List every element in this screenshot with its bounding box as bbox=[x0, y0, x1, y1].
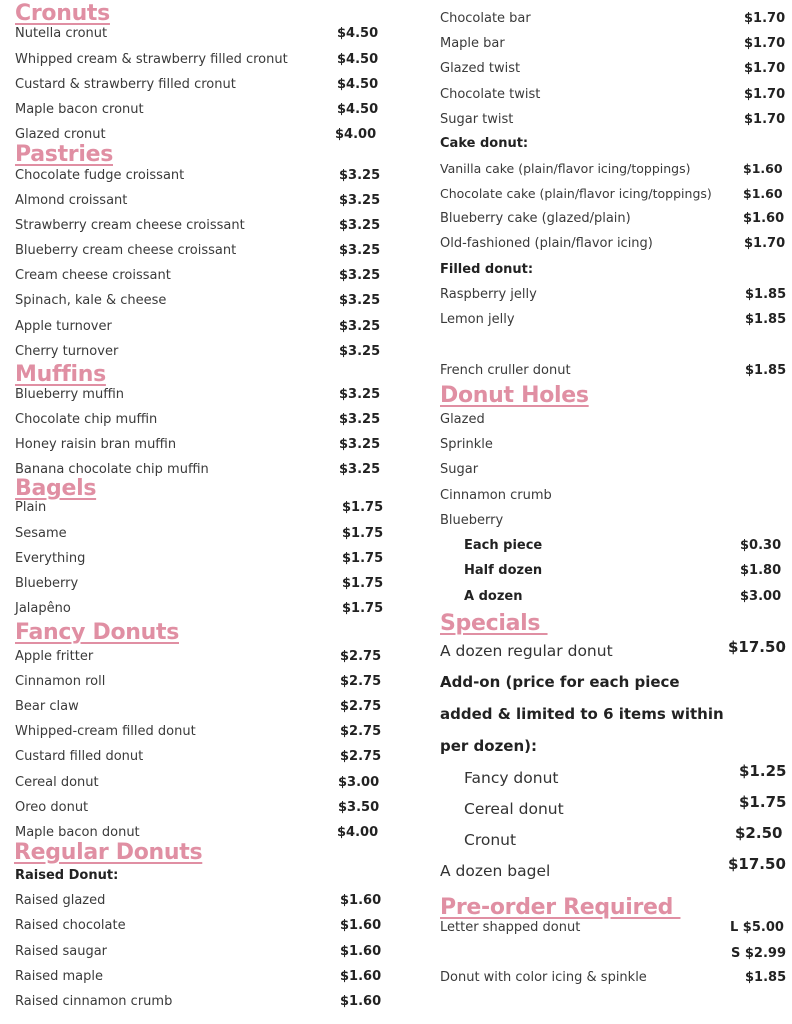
section-heading-specials: Specials bbox=[440, 611, 548, 636]
item-price: $1.60 bbox=[743, 211, 785, 226]
item-name: Chocolate bar bbox=[440, 11, 531, 26]
item-name: Sprinkle bbox=[440, 437, 493, 452]
item-price: $1.60 bbox=[743, 186, 783, 201]
item-name: Chocolate cake (plain/flavor icing/toppings) bbox=[440, 186, 712, 201]
item-price: $2.75 bbox=[340, 699, 382, 714]
menu-item bbox=[15, 550, 385, 568]
menu-item bbox=[15, 774, 385, 792]
item-name: Apple turnover bbox=[15, 319, 112, 334]
addon-note-line: per dozen): bbox=[440, 737, 538, 755]
item-name: Cream cheese croissant bbox=[15, 268, 171, 283]
item-price: $3.25 bbox=[339, 193, 381, 208]
addon-fancy-name: Fancy donut bbox=[464, 769, 559, 787]
item-name: Maple bar bbox=[440, 36, 505, 51]
item-name: Raised maple bbox=[15, 969, 103, 984]
item-name: Half dozen bbox=[464, 563, 543, 578]
item-name: Letter shapped donut bbox=[440, 920, 581, 935]
item-name: Honey raisin bran muffin bbox=[15, 437, 177, 452]
section-heading-cronuts: Cronuts bbox=[15, 1, 110, 26]
item-name: Chocolate fudge croissant bbox=[15, 168, 185, 183]
item-name: Sugar twist bbox=[440, 112, 514, 127]
menu-item bbox=[15, 575, 385, 593]
item-name: Everything bbox=[15, 551, 86, 566]
menu-item bbox=[15, 499, 385, 517]
menu-item bbox=[440, 969, 787, 987]
addon-cronut-name: Cronut bbox=[464, 831, 517, 849]
item-name: Blueberry bbox=[440, 513, 504, 528]
section-heading-pastries: Pastries bbox=[15, 142, 113, 167]
menu-item bbox=[15, 267, 385, 285]
menu-item bbox=[440, 311, 787, 329]
item-name: Raised glazed bbox=[15, 893, 106, 908]
item-name: Each piece bbox=[464, 538, 543, 553]
item-name: Apple fritter bbox=[15, 649, 94, 664]
menu-item bbox=[15, 892, 385, 910]
item-name: Oreo donut bbox=[15, 800, 89, 815]
menu-item bbox=[440, 185, 783, 203]
section-heading-fancy-donuts: Fancy Donuts bbox=[15, 620, 179, 645]
section-heading-preorder: Pre-order Required bbox=[440, 895, 681, 920]
item-price: $3.25 bbox=[339, 437, 381, 452]
item-price: $1.75 bbox=[342, 526, 384, 541]
item-price: $1.75 bbox=[342, 500, 384, 515]
menu-item bbox=[440, 86, 786, 104]
section-heading-bagels: Bagels bbox=[15, 476, 97, 501]
item-price: $3.50 bbox=[338, 800, 380, 815]
special-dozen-regular-name: A dozen regular donut bbox=[440, 642, 613, 660]
menu-item bbox=[440, 10, 786, 28]
item-name: Chocolate twist bbox=[440, 87, 541, 102]
menu-item bbox=[440, 60, 786, 78]
item-name: Maple bacon cronut bbox=[15, 102, 144, 117]
item-name: Chocolate chip muffin bbox=[15, 412, 158, 427]
item-name: Cinnamon crumb bbox=[440, 488, 552, 503]
item-price: $1.70 bbox=[744, 112, 786, 127]
item-price: $1.75 bbox=[342, 551, 384, 566]
menu-item bbox=[15, 968, 385, 986]
menu-item bbox=[440, 35, 786, 53]
item-price: $3.25 bbox=[339, 243, 381, 258]
item-price: $2.75 bbox=[340, 724, 382, 739]
item-name: Whipped-cream filled donut bbox=[15, 724, 196, 739]
subheading-cake-donut: Cake donut: bbox=[440, 136, 529, 151]
addon-fancy-price: $1.25 bbox=[739, 762, 787, 780]
price-large: L $5.00 bbox=[730, 920, 784, 935]
item-name: Almond croissant bbox=[15, 193, 128, 208]
item-name: Cereal donut bbox=[15, 775, 99, 790]
menu-item bbox=[440, 160, 783, 178]
item-price: $1.70 bbox=[744, 236, 786, 251]
menu-item bbox=[440, 235, 786, 253]
item-price: $3.25 bbox=[339, 412, 381, 427]
item-price: $1.75 bbox=[342, 576, 384, 591]
menu-item bbox=[440, 210, 785, 228]
menu-item bbox=[464, 537, 784, 555]
item-price: $3.25 bbox=[339, 319, 381, 334]
item-name: Vanilla cake (plain/flavor icing/toppings) bbox=[440, 161, 691, 176]
item-price: $3.25 bbox=[339, 218, 381, 233]
item-name: Custard & strawberry filled cronut bbox=[15, 77, 236, 92]
item-price: $1.60 bbox=[340, 944, 382, 959]
menu-item bbox=[15, 343, 385, 361]
item-price: $1.70 bbox=[744, 36, 786, 51]
item-name: Sugar bbox=[440, 462, 479, 477]
addon-cereal-name: Cereal donut bbox=[464, 800, 564, 818]
item-name: Raised chocolate bbox=[15, 918, 126, 933]
special-dozen-bagel-name: A dozen bagel bbox=[440, 862, 551, 880]
item-name: Plain bbox=[15, 500, 47, 515]
item-name: Custard filled donut bbox=[15, 749, 144, 764]
item-name: Glazed cronut bbox=[15, 127, 106, 142]
item-price: $3.25 bbox=[339, 387, 381, 402]
item-price: $4.50 bbox=[337, 52, 379, 67]
item-price: $3.25 bbox=[339, 168, 381, 183]
item-price: $3.25 bbox=[339, 344, 381, 359]
item-price: $1.85 bbox=[745, 287, 787, 302]
special-dozen-regular-price: $17.50 bbox=[728, 638, 786, 656]
menu-item bbox=[15, 25, 385, 43]
menu-item bbox=[15, 242, 385, 260]
item-name: Blueberry bbox=[15, 576, 79, 591]
menu-item bbox=[15, 292, 385, 310]
item-price: $1.70 bbox=[744, 87, 786, 102]
menu-item bbox=[15, 943, 385, 961]
item-name: French cruller donut bbox=[440, 363, 571, 378]
item-price: $4.50 bbox=[337, 26, 379, 41]
addon-cereal-price: $1.75 bbox=[739, 793, 787, 811]
item-price: $1.60 bbox=[340, 969, 382, 984]
item-name: Blueberry muffin bbox=[15, 387, 125, 402]
menu-item bbox=[15, 167, 385, 185]
item-price: $1.60 bbox=[743, 161, 783, 176]
item-price: $1.60 bbox=[340, 918, 382, 933]
menu-item bbox=[440, 362, 787, 380]
item-price: $1.70 bbox=[744, 11, 786, 26]
special-dozen-bagel-price: $17.50 bbox=[728, 855, 786, 873]
item-name: Blueberry cake (glazed/plain) bbox=[440, 211, 631, 226]
item-name: Banana chocolate chip muffin bbox=[15, 462, 209, 477]
addon-cronut-price: $2.50 bbox=[735, 824, 783, 842]
item-name: Raised cinnamon crumb bbox=[15, 994, 173, 1009]
item-name: Raised saugar bbox=[15, 944, 108, 959]
item-name: Sesame bbox=[15, 526, 67, 541]
item-price: $3.25 bbox=[339, 268, 381, 283]
menu-item bbox=[464, 588, 784, 606]
subheading-raised-donut: Raised Donut: bbox=[15, 868, 119, 883]
addon-note-line: added & limited to 6 items within bbox=[440, 705, 724, 723]
item-name: Old-fashioned (plain/flavor icing) bbox=[440, 236, 653, 251]
item-price: $4.00 bbox=[335, 127, 377, 142]
menu-item bbox=[15, 76, 385, 94]
section-heading-donut-holes: Donut Holes bbox=[440, 383, 589, 408]
item-price: $2.75 bbox=[340, 674, 382, 689]
item-name: Strawberry cream cheese croissant bbox=[15, 218, 245, 233]
menu-item bbox=[15, 673, 385, 691]
item-name: Lemon jelly bbox=[440, 312, 515, 327]
menu-item bbox=[15, 993, 385, 1011]
menu-item bbox=[15, 600, 385, 618]
menu-item bbox=[15, 436, 385, 454]
item-price: $1.70 bbox=[744, 61, 786, 76]
menu-item bbox=[15, 525, 385, 543]
section-heading-muffins: Muffins bbox=[15, 362, 106, 387]
item-name: Glazed twist bbox=[440, 61, 521, 76]
item-name: Spinach, kale & cheese bbox=[15, 293, 167, 308]
item-price: $0.30 bbox=[740, 538, 782, 553]
menu-item bbox=[15, 192, 385, 210]
item-price: $2.75 bbox=[340, 649, 382, 664]
menu-item bbox=[440, 111, 786, 129]
addon-note-line: Add-on (price for each piece bbox=[440, 673, 680, 691]
item-price: $3.00 bbox=[740, 589, 782, 604]
item-name: Bear claw bbox=[15, 699, 79, 714]
item-price: $4.00 bbox=[337, 825, 379, 840]
menu-item bbox=[15, 917, 385, 935]
item-price: $4.50 bbox=[337, 77, 379, 92]
item-name: Whipped cream & strawberry filled cronut bbox=[15, 52, 288, 67]
item-name: Cinnamon roll bbox=[15, 674, 106, 689]
menu-item bbox=[15, 723, 385, 741]
menu-item bbox=[15, 748, 385, 766]
item-price: $3.25 bbox=[339, 462, 381, 477]
item-price: $2.75 bbox=[340, 749, 382, 764]
item-name: Jalapêno bbox=[15, 601, 71, 616]
menu-item bbox=[464, 562, 784, 580]
menu-item bbox=[15, 318, 385, 336]
item-name: Nutella cronut bbox=[15, 26, 108, 41]
menu-item bbox=[15, 799, 385, 817]
item-name: Maple bacon donut bbox=[15, 825, 140, 840]
item-name: Donut with color icing & spinkle bbox=[440, 970, 647, 985]
menu-item bbox=[15, 698, 385, 716]
menu-item bbox=[15, 648, 385, 666]
item-price: $1.75 bbox=[342, 601, 384, 616]
item-name: Cherry turnover bbox=[15, 344, 119, 359]
menu-item bbox=[15, 411, 385, 429]
price-small: S $2.99 bbox=[731, 946, 787, 961]
item-name: Blueberry cream cheese croissant bbox=[15, 243, 237, 258]
item-price: $1.80 bbox=[740, 563, 782, 578]
item-name: Raspberry jelly bbox=[440, 287, 537, 302]
item-price: $1.60 bbox=[340, 893, 382, 908]
section-heading-regular-donuts: Regular Donuts bbox=[14, 840, 203, 865]
item-price: $1.60 bbox=[340, 994, 382, 1009]
item-price: $1.85 bbox=[745, 312, 787, 327]
subheading-filled-donut: Filled donut: bbox=[440, 262, 534, 277]
menu-item bbox=[15, 51, 385, 69]
menu-item bbox=[15, 217, 385, 235]
item-price: $3.00 bbox=[338, 775, 380, 790]
item-price: $1.85 bbox=[745, 363, 787, 378]
menu-item bbox=[15, 386, 385, 404]
menu-item bbox=[15, 101, 385, 119]
item-name: Glazed bbox=[440, 412, 485, 427]
menu-item bbox=[440, 286, 787, 304]
item-price: $3.25 bbox=[339, 293, 381, 308]
item-price: $4.50 bbox=[337, 102, 379, 117]
item-name: A dozen bbox=[464, 589, 523, 604]
item-price: $1.85 bbox=[745, 970, 787, 985]
